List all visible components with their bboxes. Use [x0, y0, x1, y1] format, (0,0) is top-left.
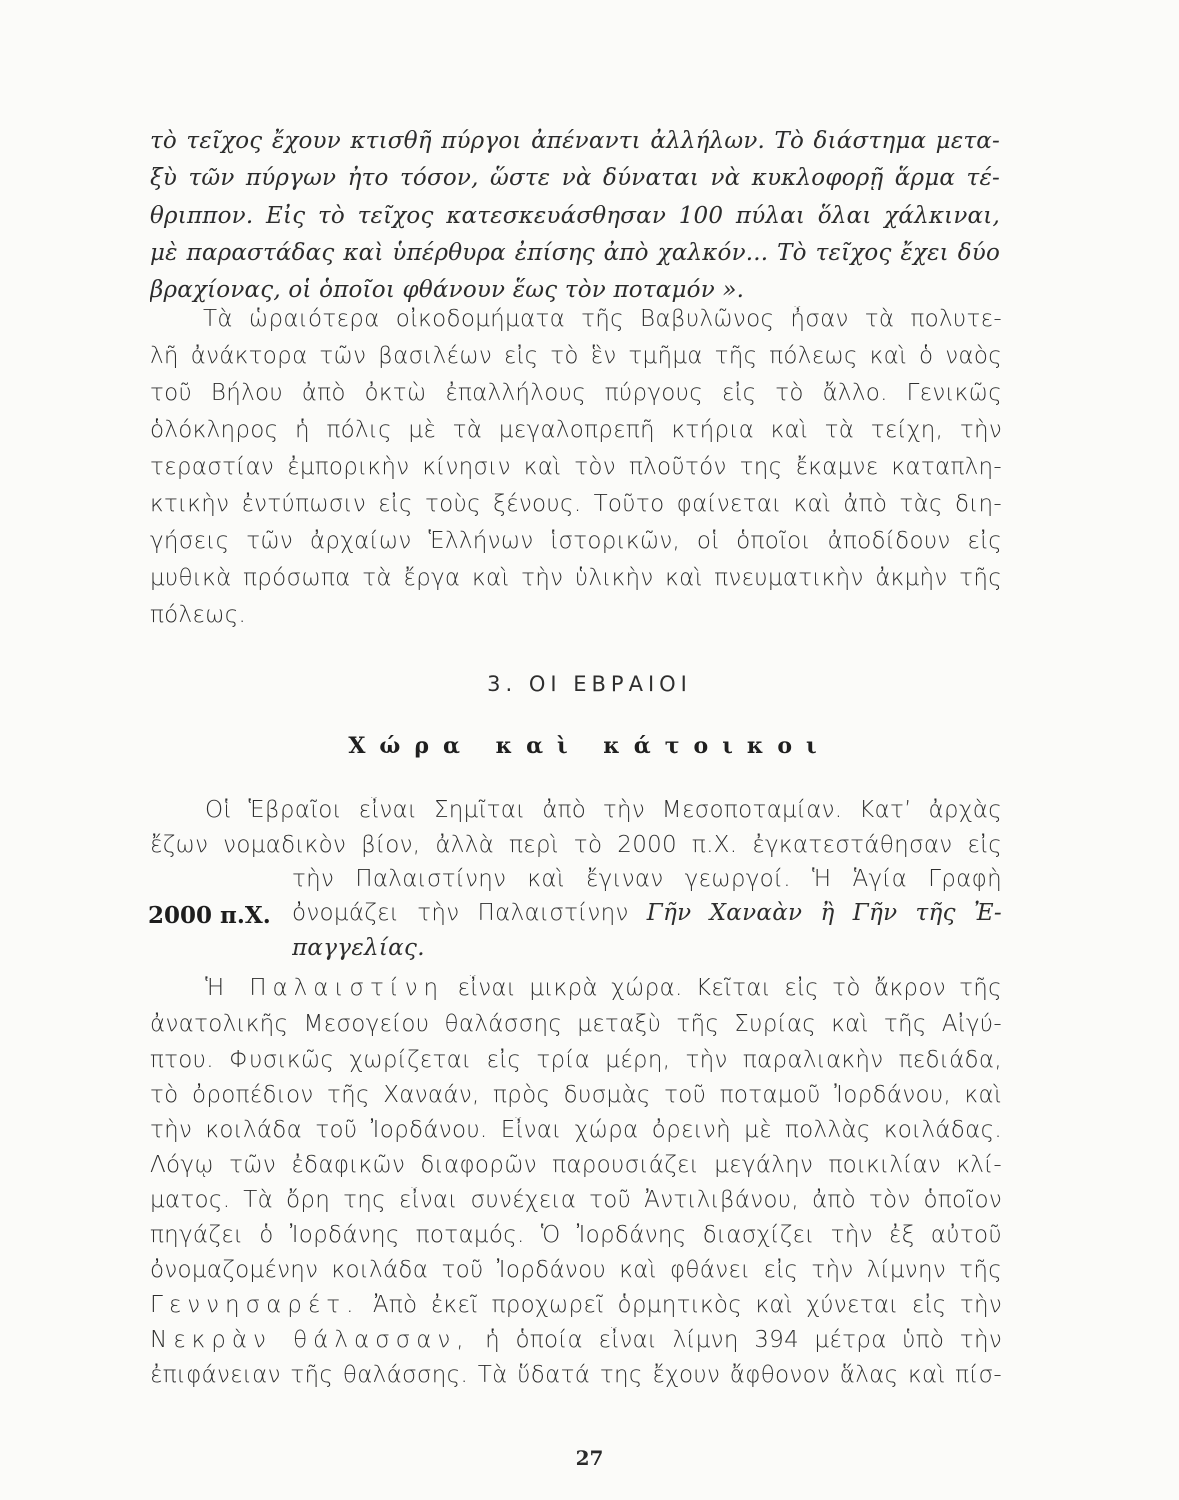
paragraph-line: τὴν κοιλάδα τοῦ Ἰορδάνου. Εἶναι χώρα ὀρεινὴ μὲ πολλὰς κοιλάδας. [150, 1117, 1002, 1143]
paragraph-line: πτου. Φυσικῶς χωρίζεται εἰς τρία μέρη, τὴν παραλιακὴν πεδιάδα, [150, 1047, 1002, 1073]
paragraph-line: γήσεις τῶν ἀρχαίων Ἑλλήνων ἱστορικῶν, οἱ ὁποῖοι ἀποδίδουν εἰς [150, 528, 1002, 554]
quote-line: μὲ παραστάδας καὶ ὑπέρθυρα ἐπίσης ἀπὸ χαλκόν... Τὸ τεῖχος ἔχει δύο [150, 240, 1000, 266]
line-text: εἶναι μικρὰ χώρα. Κεῖται εἰς τὸ ἄκρον τῆς [457, 975, 1002, 1001]
paragraph-line [150, 1327, 1002, 1353]
line-text: Ἀπὸ ἐκεῖ προχωρεῖ ὁρμητικὸς καὶ χύνεται εἰς τὴν [372, 1292, 1002, 1318]
margin-date-note: 2000 π.Χ. [148, 902, 271, 929]
quote-line: ξὺ τῶν πύργων ἦτο τόσον, ὥστε νὰ δύναται νὰ κυκλοφορῇ ἅρμα τέ- [150, 165, 1000, 191]
page-number: 27 [575, 1446, 604, 1470]
paragraph-line: ἀνατολικῆς Μεσογείου θαλάσσης μεταξὺ τῆς Συρίας καὶ τῆς Αἰγύ- [150, 1011, 1002, 1037]
spaced-term: Νεκρὰν θάλασσαν, [150, 1327, 470, 1353]
paragraph-line: λῆ ἀνάκτορα τῶν βασιλέων εἰς τὸ ἓν τμῆμα τῆς πόλεως καὶ ὁ ναὸς [150, 343, 1002, 369]
paragraph-line: ἔζων νομαδικὸν βίον, ἀλλὰ περὶ τὸ 2000 π.Χ. ἐγκατεστάθησαν εἰς [150, 832, 1002, 858]
spaced-term: Ἡ Παλαιστίνη [205, 975, 445, 1001]
paragraph-line: πηγάζει ὁ Ἰορδάνης ποταμός. Ὁ Ἰορδάνης διασχίζει τὴν ἐξ αὐτοῦ [150, 1222, 1002, 1248]
paragraph-line: πόλεως. [150, 602, 247, 628]
paragraph-line: ἐπιφάνειαν τῆς θαλάσσης. Τὰ ὕδατά της ἔχουν ἄφθονον ἅλας καὶ πίσ- [150, 1362, 1002, 1388]
paragraph-line: τεραστίαν ἐμπορικὴν κίνησιν καὶ τὸν πλοῦτόν της ἔκαμνε καταπλη- [150, 454, 1002, 480]
line-text: ἡ ὁποία εἶναι λίμνη 394 μέτρα ὑπὸ τὴν [485, 1327, 1002, 1353]
paragraph-line: τὴν Παλαιστίνην καὶ ἔγιναν γεωργοί. Ἡ Ἁγία Γραφὴ [292, 866, 1002, 892]
spaced-term: Γεννησαρέτ. [150, 1292, 360, 1318]
paragraph-line [150, 1292, 1002, 1318]
quote-line: τὸ τεῖχος ἔχουν κτισθῆ πύργοι ἀπέναντι ἀλλήλων. Τὸ διάστημα μετα- [150, 128, 1000, 154]
paragraph-line: τοῦ Βήλου ἀπὸ ὀκτὼ ἐπαλλήλους πύργους εἰς τὸ ἄλλο. Γενικῶς [150, 380, 1002, 406]
section-heading: 3. ΟΙ ΕΒΡΑΙΟΙ [487, 672, 692, 696]
paragraph-line: Τὰ ὡραιότερα οἰκοδομήματα τῆς Βαβυλῶνος ἦσαν τὰ πολυτε- [203, 306, 1002, 332]
paragraph-line: Οἱ Ἑβραῖοι εἶναι Σημῖται ἀπὸ τὴν Μεσοποταμίαν. Κατ’ ἀρχὰς [205, 797, 1002, 823]
paragraph-line [205, 975, 1002, 1001]
quote-line: θριππον. Εἰς τὸ τεῖχος κατεσκευάσθησαν 100 πύλαι ὅλαι χάλκιναι, [150, 203, 1000, 229]
paragraph-line: κτικὴν ἐντύπωσιν εἰς τοὺς ξένους. Τοῦτο φαίνεται καὶ ἀπὸ τὰς διη- [150, 491, 1002, 517]
quote-line: βραχίονας, οἱ ὁποῖοι φθάνουν ἕως τὸν ποταμόν ». [150, 277, 745, 303]
paragraph-line: μυθικὰ πρόσωπα τὰ ἔργα καὶ τὴν ὑλικὴν καὶ πνευματικὴν ἀκμὴν τῆς [150, 565, 1002, 591]
line-text: ὀνομάζει τὴν Παλαιστίνην [292, 900, 629, 926]
paragraph-line: ὀνομαζομένην κοιλάδα τοῦ Ἰορδάνου καὶ φθάνει εἰς τὴν λίμνην τῆς [150, 1257, 1002, 1283]
italic-term: Γῆν Χαναὰν ἢ Γῆν τῆς Ἐ- [646, 900, 1002, 926]
paragraph-line: Λόγῳ τῶν ἐδαφικῶν διαφορῶν παρουσιάζει μεγάλην ποικιλίαν κλί- [150, 1152, 1002, 1178]
paragraph-line: τὸ ὀροπέδιον τῆς Χαναάν, πρὸς δυσμὰς τοῦ ποταμοῦ Ἰορδάνου, καὶ [150, 1082, 1002, 1108]
italic-term: παγγελίας. [292, 935, 425, 961]
section-subheading: Χώρα καὶ κάτοικοι [348, 733, 831, 759]
paragraph-line [292, 900, 1002, 926]
paragraph-line: ὁλόκληρος ἡ πόλις μὲ τὰ μεγαλοπρεπῆ κτήρια καὶ τὰ τείχη, τὴν [150, 417, 1002, 443]
paragraph-line: ματος. Τὰ ὄρη της εἶναι συνέχεια τοῦ Ἀντιλιβάνου, ἀπὸ τὸν ὁποῖον [150, 1187, 1002, 1213]
